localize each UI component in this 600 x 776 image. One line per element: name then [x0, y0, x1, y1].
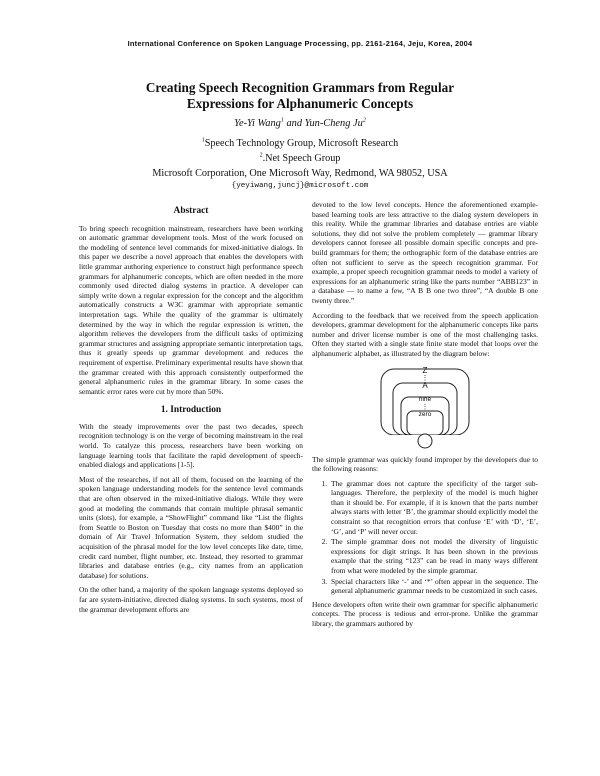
intro-paragraph-1: With the steady improvements over the past two decades, speech recognition technology is on the verge of becoming mainstream in the real world. To catalyze this process, researchers have been working on language learning tools that facilitate the rapid development of speech-enabled dialogs and applications [1-5]. [79, 421, 303, 470]
title-line-1: Creating Speech Recognition Grammars from Regular [145, 80, 455, 95]
right-paragraph-1: devoted to the low level concepts. Hence the aforementioned example-based learning tools are less attractive to the dialog system developers in this reality. While the grammar libraries and database entries are viable solutions, they did not solve the problem completely — grammar library developers cannot foresee all possible domain specific concepts and pre-build grammars for them; the orthographic form of the database entries are often not sufficient to serve as the speech recognition grammar. For example, a proper speech recognition grammar needs to model a variety of expressions for an alphanumeric string like the parts number “ABB123” in a database — to name a few, “A B B one two three”, “A double B one twenty three.” [312, 200, 538, 305]
affiliation-1-text: Speech Technology Group, Microsoft Research [204, 138, 399, 149]
introduction-heading: 1. Introduction [160, 405, 222, 416]
label-z: Z [422, 365, 428, 375]
finite-state-loop-diagram [377, 365, 473, 449]
right-paragraph-2: According to the feedback that we received from the speech application developers, grammar development for the alphanumeric concepts like parts number and driver license number is one of the most challenging tasks. Often they started with a single state finite state model that loops over the alphanumeric alphabet, as illustrated by the diagram below: [312, 310, 538, 358]
affiliation-corp: Microsoft Corporation, One Microsoft Way, Redmond, WA 98052, USA [152, 168, 448, 179]
intro-paragraph-2: Most of the researches, if not all of them, focused on the learning of the spoken language understanding models for the sentence level commands that are often observed in the mixed-initiative dialogs. While they were good at modeling the commands that contain multiple phrasal semantic units (slots), for example, a “ShowFlight” command like “List the flights from Seattle to Boston on Tuesday that costs no more than $400” in the domain of Air Travel Information System, they seldom studied the acquisition of the phrasal model for the low level concepts like date, time, credit card number, flight number, etc. Instead, they resorted to grammar libraries and database entries (e.g., city names from an application database) for solutions. [79, 474, 303, 580]
affiliation-2-text: .Net Speech Group [262, 153, 341, 164]
author-email: {yeyiwang,juncj}@microsoft.com [231, 182, 369, 190]
ellipsis-2: ⋮ [421, 402, 429, 411]
affiliation-1-mark: 1 [201, 137, 205, 144]
label-nine: nine [418, 395, 432, 403]
affiliation-1 [60, 138, 540, 150]
author-2: Yun-Cheng Ju [304, 118, 363, 129]
intro-paragraph-3: On the other hand, a majority of the spoken language systems deployed so far are system-initiative, directed dialog systems. In such systems, most of the grammar development efforts are [79, 585, 303, 614]
affiliation-2 [60, 153, 540, 165]
label-a: A [422, 380, 428, 390]
authors-conj: and [283, 118, 305, 129]
abstract-text: To bring speech recognition mainstream, researchers have been working on automatic grammar development tools. Most of the work focused on the modeling of sentence level commands for mixed-initiative dialogs. In this paper we describe a novel approach that enables the developers with little grammar authoring experience to construct high performance speech grammars for alphanumeric concepts, which are often needed in the more commonly used directed dialog systems in practice. A developer can simply write down a regular expression for the concept and the algorithm automatically constructs a W3C grammar with appropriate semantic interpretation tags. While the quality of the grammar is ultimately determined by the way in which the regular expression is written, the algorithm relieves the developers from the difficult tasks of optimizing grammar structures and assigning appropriate semantic interpretation tags, thus it greatly speeds up grammar development and reduces the requirement of expertise. Preliminary experimental results have shown that the grammar created with this approach consistently outperformed the general alphanumeric rules in the grammar library. In some cases the semantic error rates were cut by more than 50%. [79, 223, 303, 396]
title-line-2: Expressions for Alphanumeric Concepts [186, 95, 414, 111]
reason-item-1: 1. The grammar does not capture the specificity of the target sub-languages. Therefore, the perplexity of the model is much higher than it should be. For example, if it is known that the parts number always starts with letter ‘B’, the grammar should explicitly model the constraint so that recognition errors that confuse ‘E’ with ‘D’, ‘E’, ‘G’, and ‘P’ will never occur. [329, 479, 538, 537]
authors [60, 117, 540, 130]
label-zero: zero [418, 410, 432, 418]
affiliation-2-mark: 2 [259, 152, 263, 159]
single-state-node [418, 434, 432, 448]
paper-title [60, 80, 540, 111]
right-column [312, 200, 538, 634]
author-1: Ye-Yi Wang [234, 118, 281, 129]
author-2-mark: 2 [362, 117, 366, 124]
left-column [79, 203, 303, 619]
right-paragraph-4: Hence developers often write their own grammar for specific alphanumeric concepts. The process is tedious and error-prone. Unlike the grammar library, the grammars authored by [312, 599, 538, 628]
conference-header: International Conference on Spoken Language Processing, pp. 2161-2164, Jeju, Korea, 2004 [127, 39, 473, 48]
right-paragraph-3: The simple grammar was quickly found improper by the developers due to the following reasons: [312, 454, 538, 474]
ellipsis-1: ⋮ [421, 373, 429, 382]
author-1-mark: 1 [280, 117, 284, 124]
abstract-heading: Abstract [173, 206, 209, 216]
reason-item-3: 3. Special characters like ‘-’ and ‘*’ often appear in the sequence. The general alphanumeric grammar needs to be customized in such cases. [329, 577, 538, 596]
reasons-list [312, 479, 538, 596]
reason-item-2: 2. The simple grammar does not model the diversity of linguistic expressions for digit strings. It has been shown in the previous example that the string “123” can be read in many ways different from what were modeled by the simple grammar. [329, 537, 538, 575]
